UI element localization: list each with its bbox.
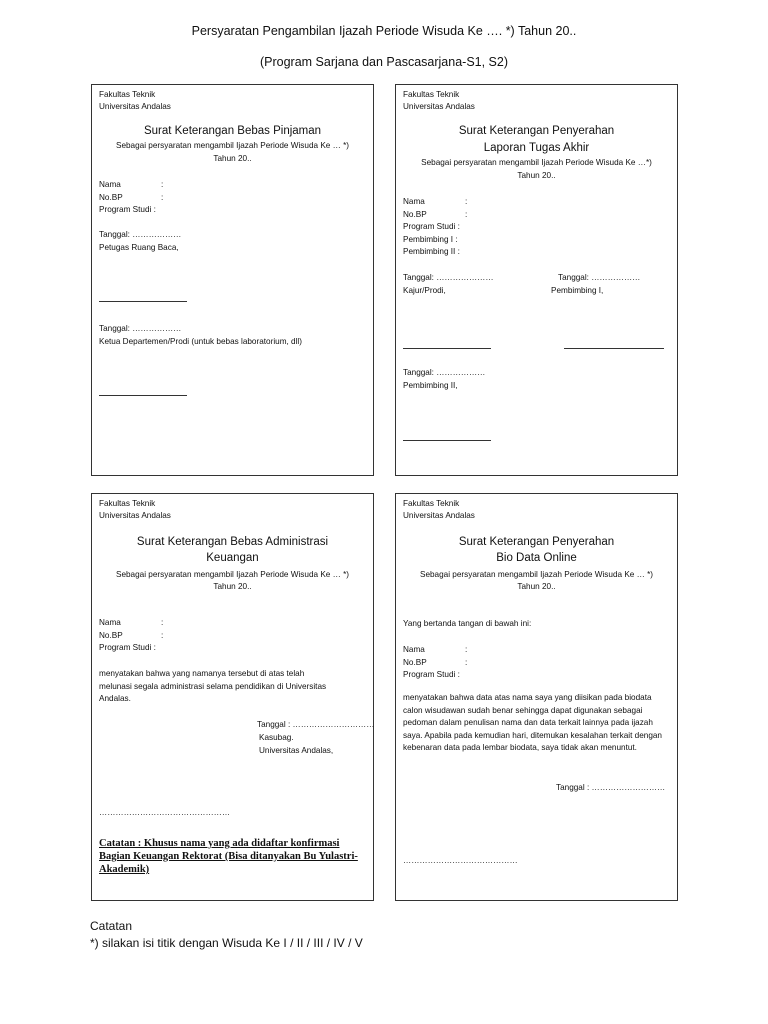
field-nobp-label: No.BP — [403, 209, 427, 219]
box1-header — [99, 89, 171, 113]
box1-fields — [99, 179, 163, 217]
faculty-label: Fakultas Teknik — [99, 499, 156, 508]
box-bio-data-online — [395, 493, 678, 901]
field-pembimbing2-label: Pembimbing II : — [403, 247, 460, 256]
box2-sig-left: Kajur/Prodi, — [403, 286, 446, 295]
footer-note: *) silakan isi titik dengan Wisuda Ke I / II / III / IV / V — [90, 936, 363, 950]
field-nama-label: Nama — [99, 618, 121, 627]
field-colon: : — [465, 197, 468, 206]
university-label: Universitas Andalas — [99, 102, 171, 111]
signature-line — [99, 301, 187, 302]
box3-statement: menyatakan bahwa yang namanya tersebut di atas telah melunasi segala administrasi selama pendidikan di Universitas Andalas. — [99, 669, 327, 703]
field-prodi-label: Program Studi : — [403, 670, 460, 679]
box4-title2: Bio Data Online — [496, 552, 577, 564]
field-nobp-label: No.BP — [99, 630, 123, 640]
box4-sub2: Tahun 20.. — [517, 582, 556, 591]
footer-label: Catatan — [90, 919, 133, 933]
box3-note: Catatan : Khusus nama yang ada didaftar konfirmasi Bagian Keuangan Rektorat (Bisa ditanyakan Bu Yulastri-Akademik) — [99, 838, 358, 875]
box2-title2: Laporan Tugas Akhir — [483, 142, 590, 154]
box4-sub1: Sebagai persyaratan mengambil Ijazah Periode Wisuda Ke … *) — [419, 570, 653, 579]
box-bebas-pinjaman — [91, 84, 374, 476]
box4-date: Tanggal : ……………………… — [556, 783, 666, 792]
box3-title2: Keuangan — [206, 552, 259, 564]
university-label: Universitas Andalas — [99, 511, 171, 520]
box2-sub1: Sebagai persyaratan mengambil Ijazah Periode Wisuda Ke …*) — [421, 158, 652, 167]
box2-sig3: Pembimbing II, — [403, 381, 458, 390]
box3-title1: Surat Keterangan Bebas Administrasi — [136, 536, 329, 548]
box3-date: Tanggal : ………………………… — [257, 720, 375, 729]
field-nobp-label: No.BP — [403, 657, 427, 667]
box3-dots: ………………………………………… — [99, 808, 230, 817]
box4-header — [403, 498, 475, 522]
box3-sub2: Tahun 20.. — [213, 582, 252, 591]
box2-header — [403, 89, 475, 113]
box-laporan-tugas-akhir — [395, 84, 678, 476]
box2-fields — [403, 196, 467, 259]
signature-line — [99, 395, 187, 396]
box4-statement: menyatakan bahwa data atas nama saya yang diisikan pada biodata calon wisudawan sudah benar sehingga dapat digunakan sebagai pedoman dalam penulisan nama dan data terkait lainnya pada ijazah saya. Apabila pada kemudian hari, ditemukan kesalahan terkait dengan kebenaran data pada lembar biodata, saya tidak akan menuntut. — [403, 693, 662, 752]
box4-dots: …………………………………… — [403, 856, 518, 865]
box2-title1: Surat Keterangan Penyerahan — [458, 125, 615, 137]
box1-title: Surat Keterangan Bebas Pinjaman — [143, 125, 322, 137]
box2-sig-right: Pembimbing I, — [551, 286, 604, 295]
signature-line — [564, 348, 664, 349]
box1-officer2: Ketua Departemen/Prodi (untuk bebas laboratorium, dll) — [99, 337, 302, 346]
field-nama-label: Nama — [403, 645, 425, 654]
page-subtitle: (Program Sarjana dan Pascasarjana-S1, S2) — [259, 55, 509, 69]
field-colon: : — [161, 180, 164, 189]
faculty-label: Fakultas Teknik — [403, 90, 460, 99]
box3-sign-role2: Universitas Andalas, — [259, 746, 334, 755]
faculty-label: Fakultas Teknik — [403, 499, 460, 508]
field-prodi-label: Program Studi : — [403, 222, 460, 231]
field-nobp-label: No.BP — [99, 192, 123, 202]
field-colon: : — [161, 630, 164, 640]
box1-date1: Tanggal: ……………… — [99, 230, 182, 239]
field-nama-label: Nama — [99, 180, 121, 189]
box3-header — [99, 498, 171, 522]
box1-date2: Tanggal: ……………… — [99, 324, 182, 333]
field-colon: : — [465, 209, 468, 219]
box1-sub1: Sebagai persyaratan mengambil Ijazah Periode Wisuda Ke … *) — [115, 141, 349, 150]
field-prodi-label: Program Studi : — [99, 643, 156, 652]
box-bebas-administrasi — [91, 493, 374, 901]
university-label: Universitas Andalas — [403, 102, 475, 111]
faculty-label: Fakultas Teknik — [99, 90, 156, 99]
university-label: Universitas Andalas — [403, 511, 475, 520]
field-pembimbing1-label: Pembimbing I : — [403, 234, 458, 244]
box2-date3: Tanggal: ……………… — [403, 368, 486, 377]
signature-line — [403, 348, 491, 349]
box2-sub2: Tahun 20.. — [517, 171, 556, 180]
box4-fields — [403, 644, 467, 682]
box3-sign-role1: Kasubag. — [259, 733, 294, 742]
signature-line — [403, 440, 491, 441]
field-prodi-label: Program Studi : — [99, 205, 156, 214]
box1-officer1: Petugas Ruang Baca, — [99, 243, 179, 252]
box3-fields — [99, 617, 163, 655]
box4-intro: Yang bertanda tangan di bawah ini: — [403, 619, 532, 628]
field-colon: : — [161, 192, 164, 202]
box3-sub1: Sebagai persyaratan mengambil Ijazah Periode Wisuda Ke … *) — [115, 570, 349, 579]
field-colon: : — [161, 618, 164, 627]
page-title: Persyaratan Pengambilan Ijazah Periode Wisuda Ke …. *) Tahun 20.. — [191, 24, 577, 38]
box1-sub2: Tahun 20.. — [213, 154, 252, 163]
box2-date-right: Tanggal: ……………… — [558, 273, 641, 282]
box2-date-left: Tanggal: ………………… — [403, 273, 494, 282]
field-nama-label: Nama — [403, 197, 425, 206]
box4-title1: Surat Keterangan Penyerahan — [458, 536, 615, 548]
field-colon: : — [465, 645, 468, 654]
field-colon: : — [465, 657, 468, 667]
